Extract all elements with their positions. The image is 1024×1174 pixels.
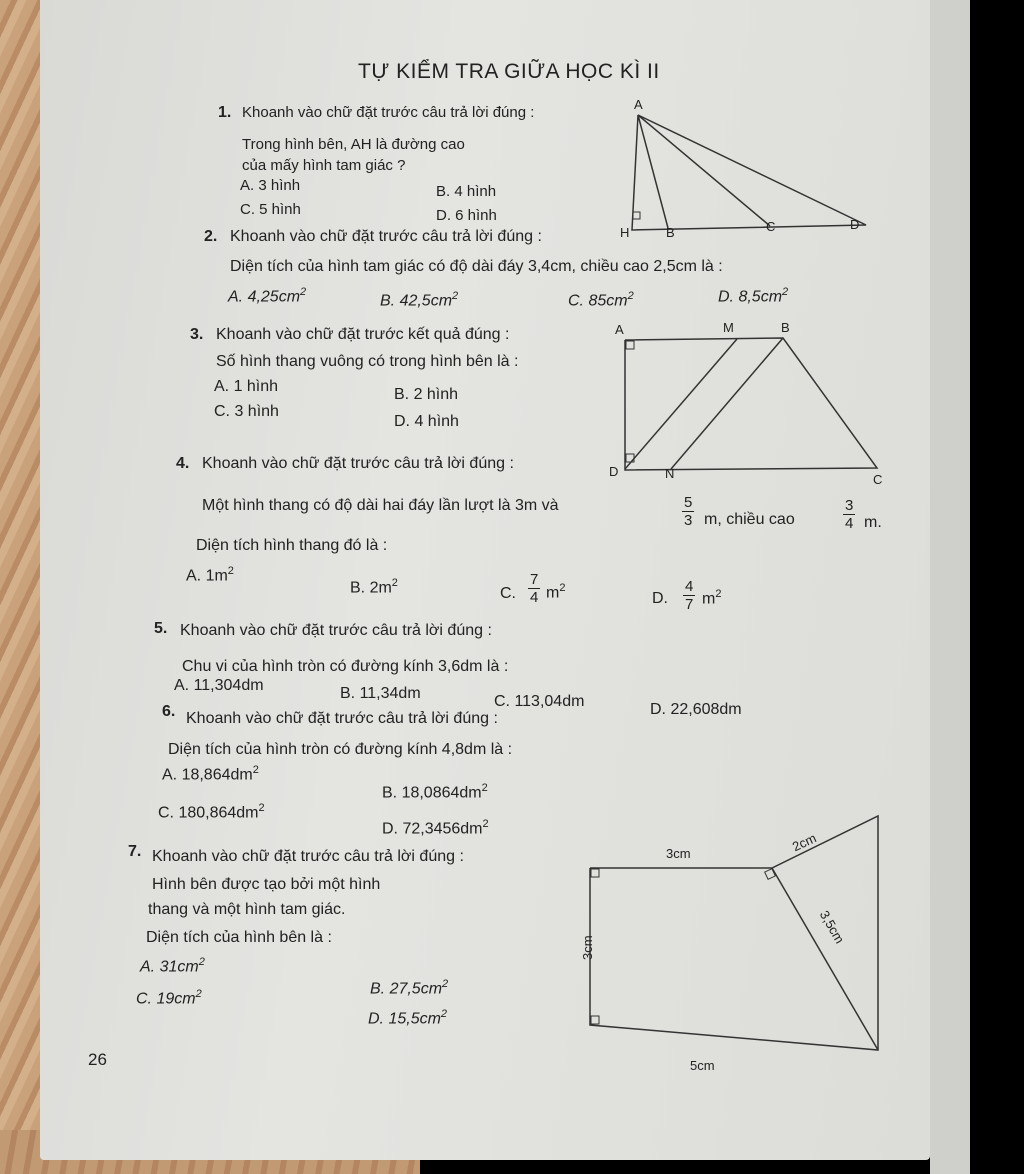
q7-line3: Diện tích của hình bên là : xyxy=(146,929,332,946)
q6-option-a[interactable]: A. $18,864dm^2$ xyxy=(162,764,259,784)
q6-prompt: Khoanh vào chữ đặt trước câu trả lời đúng : xyxy=(186,710,498,727)
q7-label-top: 3cm xyxy=(666,846,691,861)
page-title: TỰ KIỂM TRA GIỮA HỌC KÌ II xyxy=(358,60,660,83)
q4-line2: Diện tích hình thang đó là : xyxy=(196,537,388,554)
q6-option-d[interactable]: D. $72,3456dm^2$ xyxy=(382,818,489,838)
q1-label-h: H xyxy=(620,225,630,240)
q2-option-d[interactable]: D. $8,5cm^2$ xyxy=(718,286,789,306)
q7-line1: Hình bên được tạo bởi một hình xyxy=(152,876,381,893)
q2-number: 2. xyxy=(204,228,218,245)
q2-prompt: Khoanh vào chữ đặt trước câu trả lời đúng : xyxy=(230,228,542,245)
q4-option-d-unit: $m^2$ xyxy=(702,588,722,608)
q7-option-a[interactable]: A. $31cm^2$ xyxy=(140,956,205,976)
q7-label-slant: 3,5cm xyxy=(816,907,848,947)
q4-option-a[interactable]: A. $1m^2$ xyxy=(186,565,234,585)
q7-line2: thang và một hình tam giác. xyxy=(148,901,346,918)
q2-option-a[interactable]: A. $4,25cm^2$ xyxy=(228,286,307,306)
q1-label-a: A xyxy=(634,97,643,112)
q3-label-d: D xyxy=(609,464,619,479)
q5-number: 5. xyxy=(154,620,168,637)
q3-option-c[interactable]: C. 3 hình xyxy=(214,403,279,420)
q1-option-c[interactable]: C. 5 hình xyxy=(240,201,301,218)
q5-option-d[interactable]: D. 22,608dm xyxy=(650,701,742,718)
q1-line1: Trong hình bên, AH là đường cao xyxy=(242,136,465,153)
q4-option-c-label[interactable]: C. xyxy=(500,585,516,602)
q4-number: 4. xyxy=(176,455,190,472)
q4-option-d-fraction: $\frac{4}{7}$ xyxy=(685,578,694,613)
q7-number: 7. xyxy=(128,843,142,860)
q3-label-a: A xyxy=(615,322,624,337)
q4-option-d-label[interactable]: D. xyxy=(652,590,668,607)
q7-option-d[interactable]: D. $15,5cm^2$ xyxy=(368,1008,448,1028)
q7-label-right-top: 2cm xyxy=(789,830,819,855)
q1-option-d[interactable]: D. 6 hình xyxy=(436,207,497,224)
q4-option-c-fraction: $\frac{7}{4}$ xyxy=(530,571,539,606)
q2-option-c[interactable]: C. $85cm^2$ xyxy=(568,290,634,310)
q3-option-d[interactable]: D. 4 hình xyxy=(394,413,459,430)
q3-label-b: B xyxy=(781,320,790,335)
q7-option-b[interactable]: B. $27,5cm^2$ xyxy=(370,978,449,998)
q3-label-c: C xyxy=(873,472,883,487)
q3-label-n: N xyxy=(665,466,675,481)
page-edge xyxy=(930,0,970,1174)
q3-line1: Số hình thang vuông có trong hình bên là : xyxy=(216,353,519,370)
q3-number: 3. xyxy=(190,326,204,343)
page-number: 26 xyxy=(88,1050,107,1069)
q5-option-b[interactable]: B. 11,34dm xyxy=(340,685,421,702)
q4-line1-b: m, chiều cao xyxy=(704,511,795,528)
q4-line1-a: Một hình thang có độ dài hai đáy lần lượt là 3m và xyxy=(202,497,559,514)
q1-label-b: B xyxy=(666,225,675,240)
q4-fraction-5-3: $\frac{5}{3}$ xyxy=(684,494,693,529)
q7-label-bottom: 5cm xyxy=(690,1058,715,1073)
q1-line2: của mấy hình tam giác ? xyxy=(242,157,406,174)
q1-label-d: D xyxy=(850,217,860,232)
q1-number: 1. xyxy=(218,104,232,121)
q6-line1: Diện tích của hình tròn có đường kính 4,8dm là : xyxy=(168,741,513,758)
q5-option-c[interactable]: C. 113,04dm xyxy=(494,693,585,710)
q4-option-b[interactable]: B. $2m^2$ xyxy=(350,577,398,597)
q1-prompt: Khoanh vào chữ đặt trước câu trả lời đúng : xyxy=(242,104,535,121)
q4-fraction-3-4: $\frac{3}{4}$ xyxy=(845,497,854,532)
q6-option-b[interactable]: B. $18,0864dm^2$ xyxy=(382,782,488,802)
q2-option-b[interactable]: B. $42,5cm^2$ xyxy=(380,290,459,310)
q3-label-m: M xyxy=(723,320,734,335)
q2-line1: Diện tích của hình tam giác có độ dài đáy 3,4cm, chiều cao 2,5cm là : xyxy=(230,258,723,275)
q7-prompt: Khoanh vào chữ đặt trước câu trả lời đúng : xyxy=(152,848,464,865)
q3-trapezoid-figure xyxy=(605,318,895,493)
q7-composite-figure xyxy=(560,810,890,1080)
q4-line1-c: m. xyxy=(864,514,882,531)
q3-option-b[interactable]: B. 2 hình xyxy=(394,386,459,403)
q4-prompt: Khoanh vào chữ đặt trước câu trả lời đúng : xyxy=(202,455,514,472)
q1-triangle-figure xyxy=(600,95,880,245)
q7-option-c[interactable]: C. $19cm^2$ xyxy=(136,988,202,1008)
q6-option-c[interactable]: C. $180,864dm^2$ xyxy=(158,802,265,822)
q1-option-a[interactable]: A. 3 hình xyxy=(240,177,301,194)
q5-line1: Chu vi của hình tròn có đường kính 3,6dm là : xyxy=(182,658,509,675)
q3-prompt: Khoanh vào chữ đặt trước kết quả đúng : xyxy=(216,326,510,343)
q4-option-c-unit: $m^2$ xyxy=(546,582,566,602)
q6-number: 6. xyxy=(162,703,176,720)
q7-label-left: 3cm xyxy=(580,935,595,960)
q1-option-b[interactable]: B. 4 hình xyxy=(436,183,497,200)
q3-option-a[interactable]: A. 1 hình xyxy=(214,378,279,395)
q1-label-c: C xyxy=(766,219,776,234)
q5-option-a[interactable]: A. 11,304dm xyxy=(174,677,264,694)
q5-prompt: Khoanh vào chữ đặt trước câu trả lời đúng : xyxy=(180,622,492,639)
